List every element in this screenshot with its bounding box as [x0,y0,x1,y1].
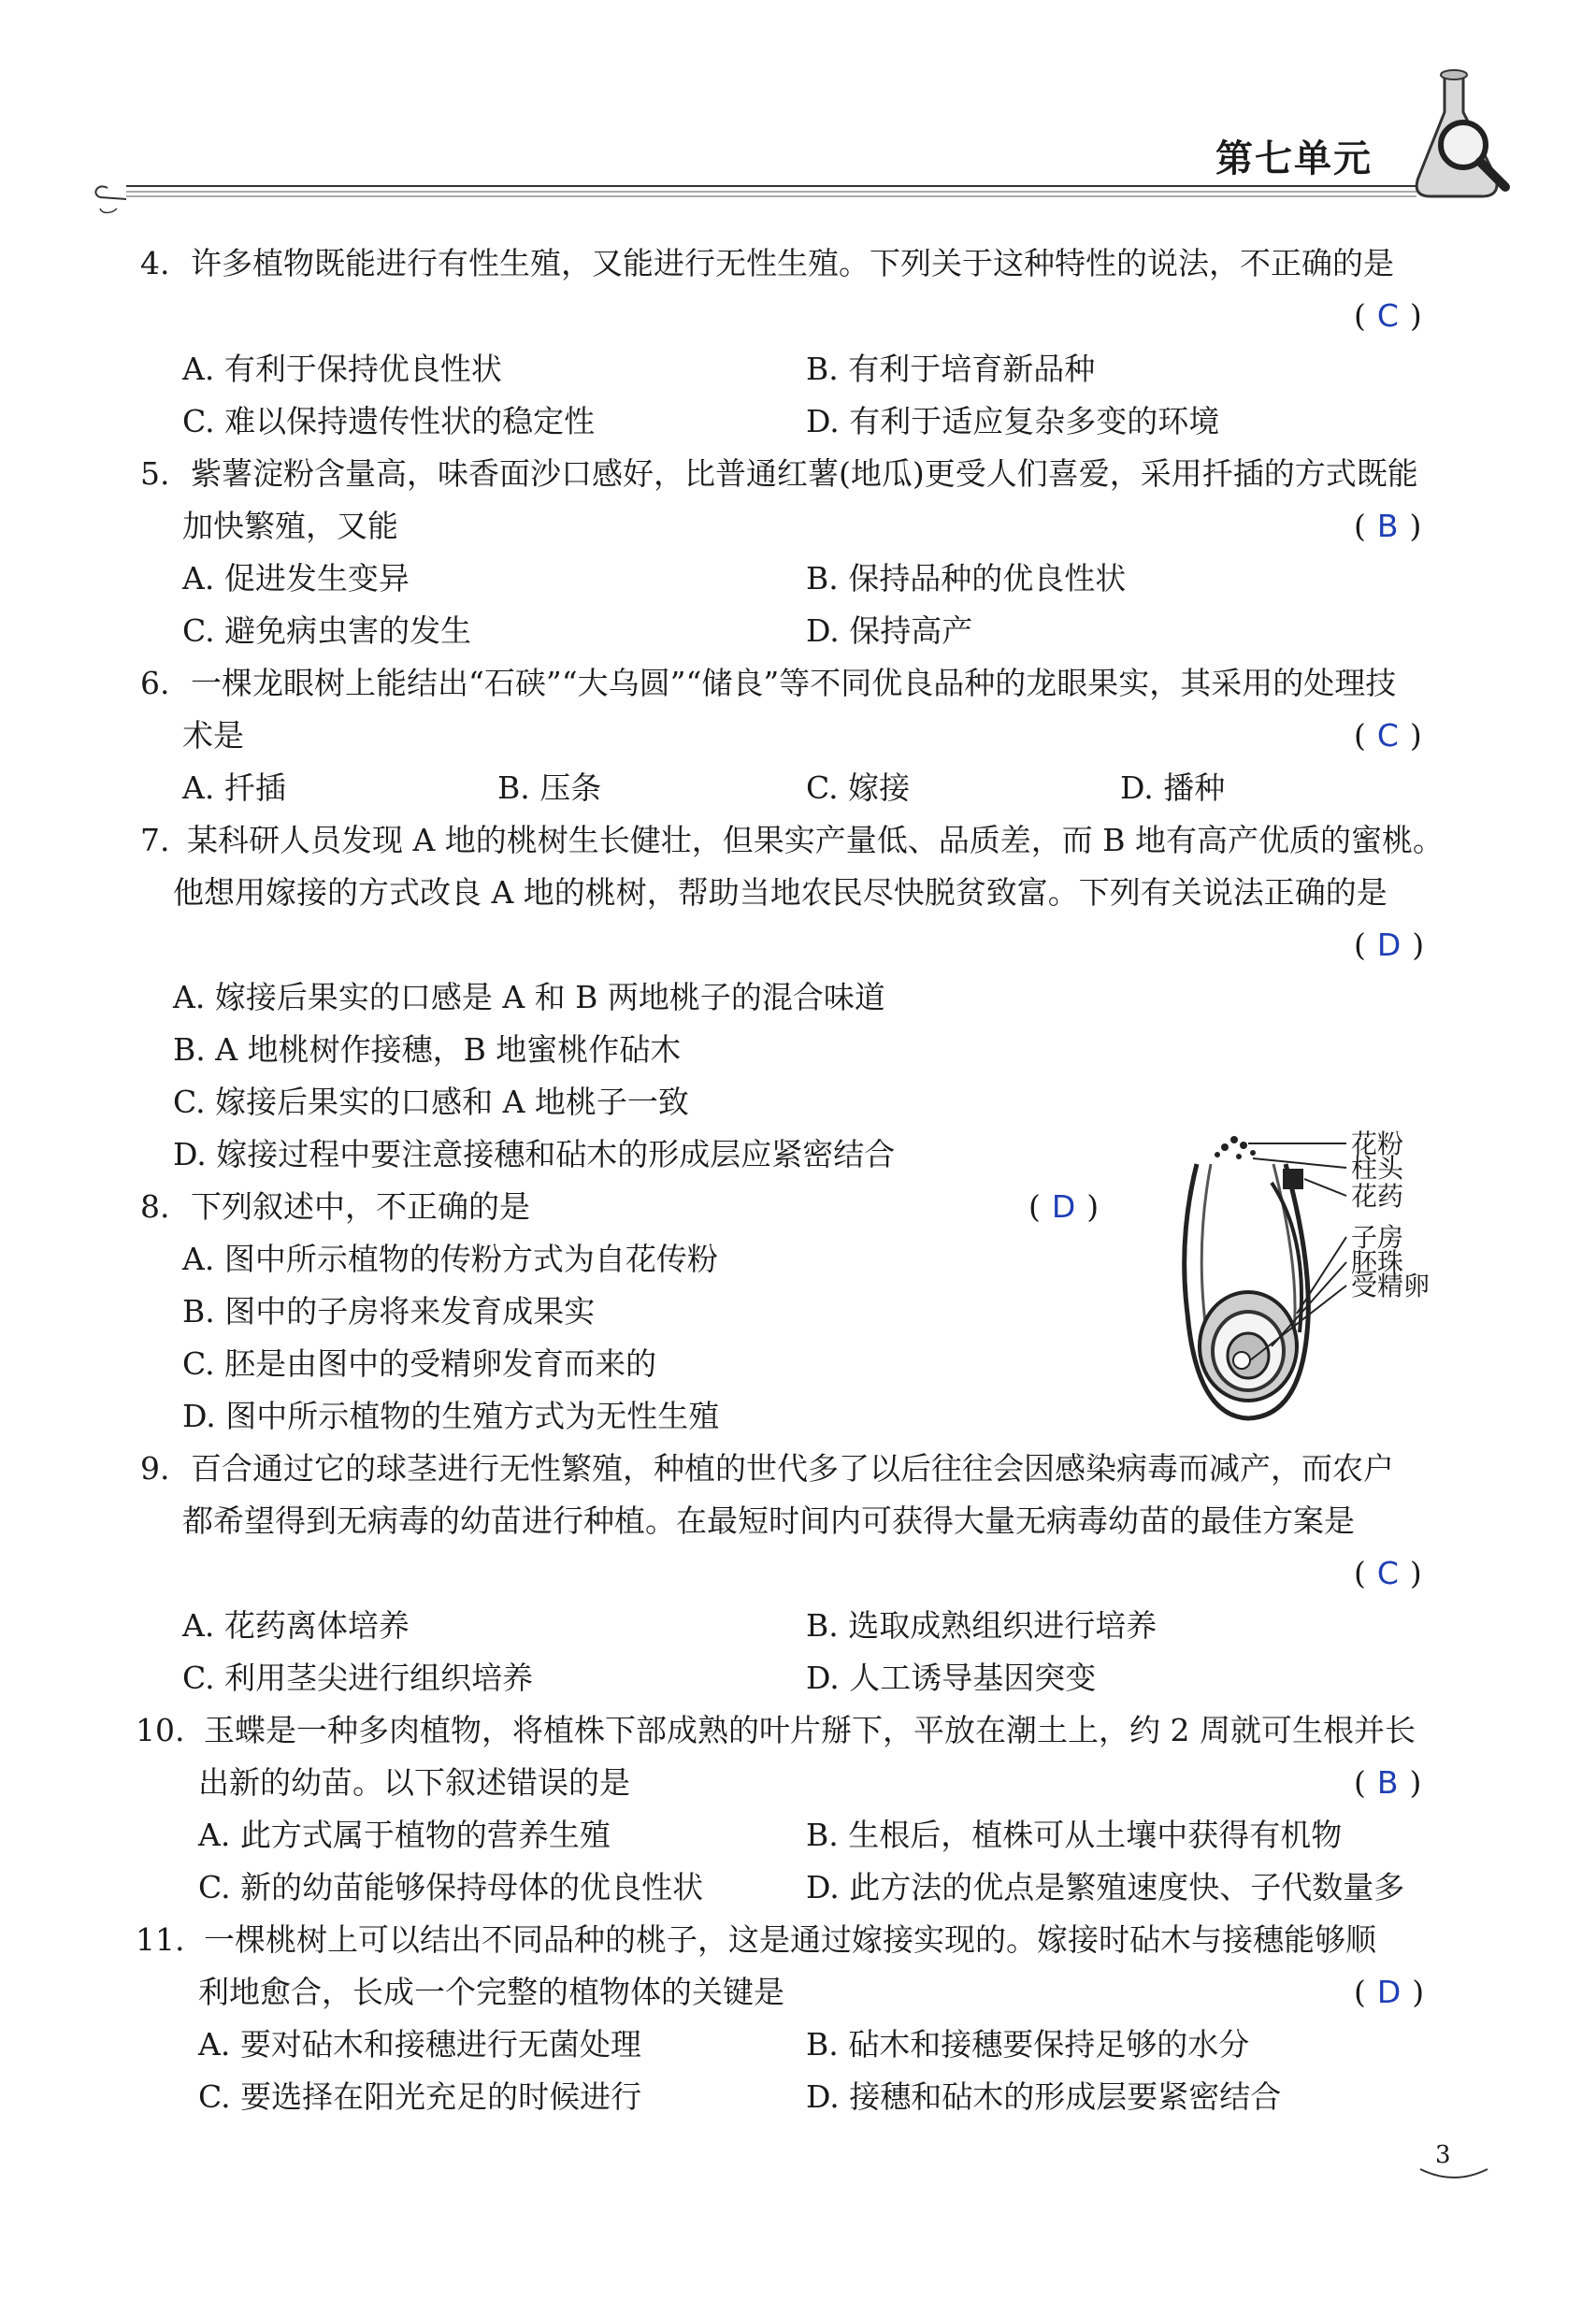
question-stem-continued: 他想用嫁接的方式改良 A 地的桃树，帮助当地农民尽快脱贫致富。下列有关说法正确的是 [173,874,1388,911]
question-stem-continued: 术是 [182,717,244,754]
option-a: A. 促进发生变异 [182,560,410,597]
label-fertilized-egg: 受精卵 [1351,1271,1431,1301]
option-b: B. 有利于培育新品种 [806,351,1096,387]
option-d: D. 此方法的优点是繁殖速度快、子代数量多 [806,1869,1405,1905]
question-stem: 紫薯淀粉含量高，味香面沙口感好，比普通红薯(地瓜)更受人们喜爱，采用扦插的方式既能 [191,455,1418,492]
question-number: 11. [136,1921,185,1958]
question-stem: 玉蝶是一种多肉植物，将植株下部成熟的叶片掰下，平放在潮土上，约 2 周就可生根并长 [203,1712,1416,1748]
question-number: 5. [140,455,170,492]
question-stem-continued: 利地愈合，长成一个完整的植物体的关键是 [198,1974,784,2010]
question-11 [136,1921,1376,1959]
header-decorative-rule [89,180,1454,218]
question-number: 9. [140,1450,170,1487]
question-stem-continued: 出新的幼苗。以下叙述错误的是 [198,1764,630,1801]
question-stem-continued: 都希望得到无病毒的幼苗进行种植。在最短时间内可获得大量无病毒幼苗的最佳方案是 [182,1502,1355,1539]
answer-bracket: ( D ) [1354,1974,1425,2010]
label-ovary: 子房 [1351,1222,1404,1253]
question-6 [140,665,1396,702]
option-b: B. 图中的子房将来发育成果实 [182,1293,596,1330]
answer-bracket: ( C ) [1354,717,1422,754]
option-d: D. 嫁接过程中要注意接穗和砧木的形成层应紧密结合 [173,1136,896,1172]
answer-bracket: ( B ) [1354,508,1422,544]
option-a: A. 此方式属于植物的营养生殖 [198,1817,611,1853]
option-c: C. 嫁接 [806,769,911,806]
option-c: C. 避免病虫害的发生 [182,612,472,649]
option-c: C. 利用茎尖进行组织培养 [182,1660,534,1696]
page-number-decoration [1416,2141,1491,2188]
question-stem: 一棵龙眼树上能结出“石硖”“大乌圆”“储良”等不同优良品种的龙眼果实，其采用的处理技 [191,665,1397,701]
option-a: A. 要对砧木和接穗进行无菌处理 [198,2026,641,2063]
label-pollen: 花粉 [1351,1128,1404,1159]
question-stem-continued: 加快繁殖，又能 [182,508,398,544]
option-b: B. 选取成熟组织进行培养 [806,1607,1157,1644]
option-b: B. 保持品种的优良性状 [806,560,1127,597]
answer-letter: D [1376,1974,1402,2010]
question-number: 6. [140,665,170,701]
unit-title: 第七单元 [1215,137,1373,180]
question-stem: 某科研人员发现 A 地的桃树生长健壮，但果实产量低、品质差，而 B 地有高产优质的蜜桃。 [187,822,1445,858]
option-c: C. 嫁接后果实的口感和 A 地桃子一致 [173,1084,689,1120]
answer-bracket: ( D ) [1028,1188,1100,1225]
answer-letter: D [1051,1188,1076,1225]
question-stem: 百合通过它的球茎进行无性繁殖，种植的世代多了以后往往会因感染病毒而减产，而农户 [191,1450,1394,1487]
answer-bracket: ( D ) [1354,927,1425,963]
option-b: B. 压条 [497,769,602,806]
question-8 [140,1188,530,1226]
question-number: 8. [140,1188,170,1225]
answer-letter: B [1376,1764,1399,1801]
flask-magnifier-icon [1407,65,1510,206]
question-stem: 许多植物既能进行有性生殖，又能进行无性生殖。下列关于这种特性的说法，不正确的是 [191,245,1394,281]
option-a: A. 花药离体培养 [182,1607,410,1644]
question-7 [140,822,1444,859]
option-a: A. 图中所示植物的传粉方式为自花传粉 [182,1241,718,1277]
answer-letter: B [1376,508,1399,544]
label-anther: 花药 [1351,1181,1404,1212]
option-b: B. 砧木和接穗要保持足够的水分 [806,2026,1250,2063]
option-a: A. 有利于保持优良性状 [182,351,502,387]
question-number: 7. [140,822,170,858]
option-d: D. 接穗和砧木的形成层要紧密结合 [806,2078,1282,2115]
answer-letter: C [1376,297,1399,334]
page-number: 3 [1435,2141,1451,2169]
question-number: 10. [136,1712,185,1748]
option-d: D. 图中所示植物的生殖方式为无性生殖 [182,1398,720,1434]
question-10 [136,1712,1416,1749]
question-4 [140,245,1394,282]
question-5 [140,455,1418,493]
answer-letter: D [1376,927,1402,963]
option-d: D. 保持高产 [806,612,973,649]
option-c: C. 难以保持遗传性状的稳定性 [182,403,596,439]
option-d: D. 播种 [1120,769,1226,806]
option-b: B. 生根后，植株可从土壤中获得有机物 [806,1817,1343,1853]
label-ovule: 胚珠 [1351,1247,1404,1278]
answer-bracket: ( C ) [1354,297,1422,334]
flower-diagram [1159,1127,1468,1435]
option-c: C. 胚是由图中的受精卵发育而来的 [182,1345,657,1382]
option-b: B. A 地桃树作接穗，B 地蜜桃作砧木 [173,1031,682,1068]
option-a: A. 嫁接后果实的口感是 A 和 B 两地桃子的混合味道 [173,979,885,1015]
question-9 [140,1450,1394,1488]
answer-letter: C [1376,1555,1399,1591]
answer-bracket: ( B ) [1354,1764,1422,1801]
option-c: C. 新的幼苗能够保持母体的优良性状 [198,1869,704,1905]
question-stem: 下列叙述中，不正确的是 [191,1188,530,1225]
answer-letter: C [1376,717,1399,754]
option-d: D. 有利于适应复杂多变的环境 [806,403,1220,439]
question-number: 4. [140,245,170,281]
option-c: C. 要选择在阳光充足的时候进行 [198,2078,642,2115]
answer-bracket: ( C ) [1354,1555,1422,1591]
label-stigma: 柱头 [1351,1153,1404,1184]
question-stem: 一棵桃树上可以结出不同品种的桃子，这是通过嫁接实现的。嫁接时砧木与接穗能够顺 [203,1921,1376,1958]
option-a: A. 扦插 [182,769,286,806]
option-d: D. 人工诱导基因突变 [806,1660,1097,1696]
